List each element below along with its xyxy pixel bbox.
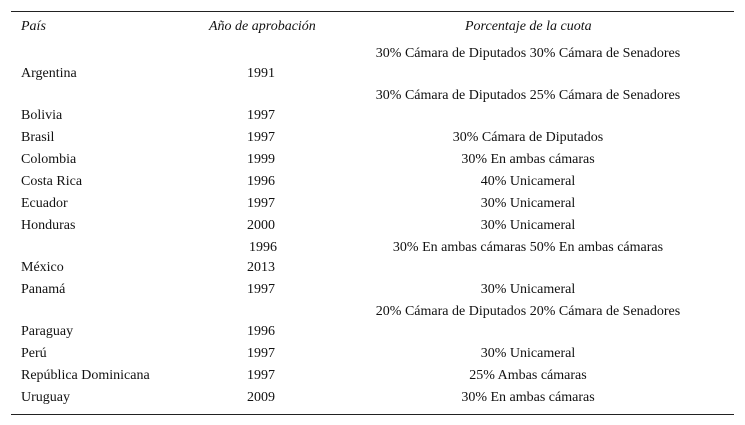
- paraguay-country: Paraguay: [21, 324, 74, 339]
- honduras-quota: 30% Unicameral: [480, 218, 576, 233]
- brasil-country: Brasil: [21, 130, 55, 145]
- paraguay-quota: 20% Cámara de Diputados 20% Cámara de Senadores: [375, 304, 681, 319]
- honduras-year: 2000: [247, 218, 275, 233]
- peru-country: Perú: [21, 346, 47, 361]
- bolivia-year: 1997: [247, 108, 275, 123]
- republica-dominicana-quota: 25% Ambas cámaras: [469, 368, 587, 383]
- quota-table: [11, 11, 734, 415]
- mexico-quota: 30% En ambas cámaras 50% En ambas cámaras: [392, 240, 664, 255]
- ecuador-year: 1997: [247, 196, 275, 211]
- argentina-year: 1991: [247, 66, 275, 81]
- panama-country: Panamá: [21, 282, 66, 297]
- uruguay-quota: 30% En ambas cámaras: [461, 390, 595, 405]
- mexico-year: 2013: [247, 260, 275, 275]
- uruguay-year: 2009: [247, 390, 275, 405]
- ecuador-country: Ecuador: [21, 196, 68, 211]
- republica-dominicana-country: República Dominicana: [21, 368, 150, 383]
- costa-rica-quota: 40% Unicameral: [480, 174, 576, 189]
- uruguay-country: Uruguay: [21, 390, 70, 405]
- argentina-country: Argentina: [21, 66, 77, 81]
- costa-rica-year: 1996: [247, 174, 275, 189]
- argentina-quota: 30% Cámara de Diputados 30% Cámara de Senadores: [375, 46, 681, 61]
- peru-quota: 30% Unicameral: [480, 346, 576, 361]
- mexico-year-first: 1996: [249, 240, 277, 255]
- header-country: País: [21, 19, 46, 34]
- colombia-country: Colombia: [21, 152, 77, 167]
- header-year: Año de aprobación: [209, 19, 316, 34]
- bolivia-country: Bolivia: [21, 108, 63, 123]
- panama-quota: 30% Unicameral: [480, 282, 576, 297]
- brasil-year: 1997: [247, 130, 275, 145]
- costa-rica-country: Costa Rica: [21, 174, 83, 189]
- brasil-quota: 30% Cámara de Diputados: [452, 130, 604, 145]
- bolivia-quota: 30% Cámara de Diputados 25% Cámara de Senadores: [375, 88, 681, 103]
- ecuador-quota: 30% Unicameral: [480, 196, 576, 211]
- colombia-year: 1999: [247, 152, 275, 167]
- honduras-country: Honduras: [21, 218, 76, 233]
- header-quota: Porcentaje de la cuota: [465, 19, 592, 34]
- paraguay-year: 1996: [247, 324, 275, 339]
- panama-year: 1997: [247, 282, 275, 297]
- republica-dominicana-year: 1997: [247, 368, 275, 383]
- peru-year: 1997: [247, 346, 275, 361]
- colombia-quota: 30% En ambas cámaras: [461, 152, 595, 167]
- mexico-country: México: [21, 260, 64, 275]
